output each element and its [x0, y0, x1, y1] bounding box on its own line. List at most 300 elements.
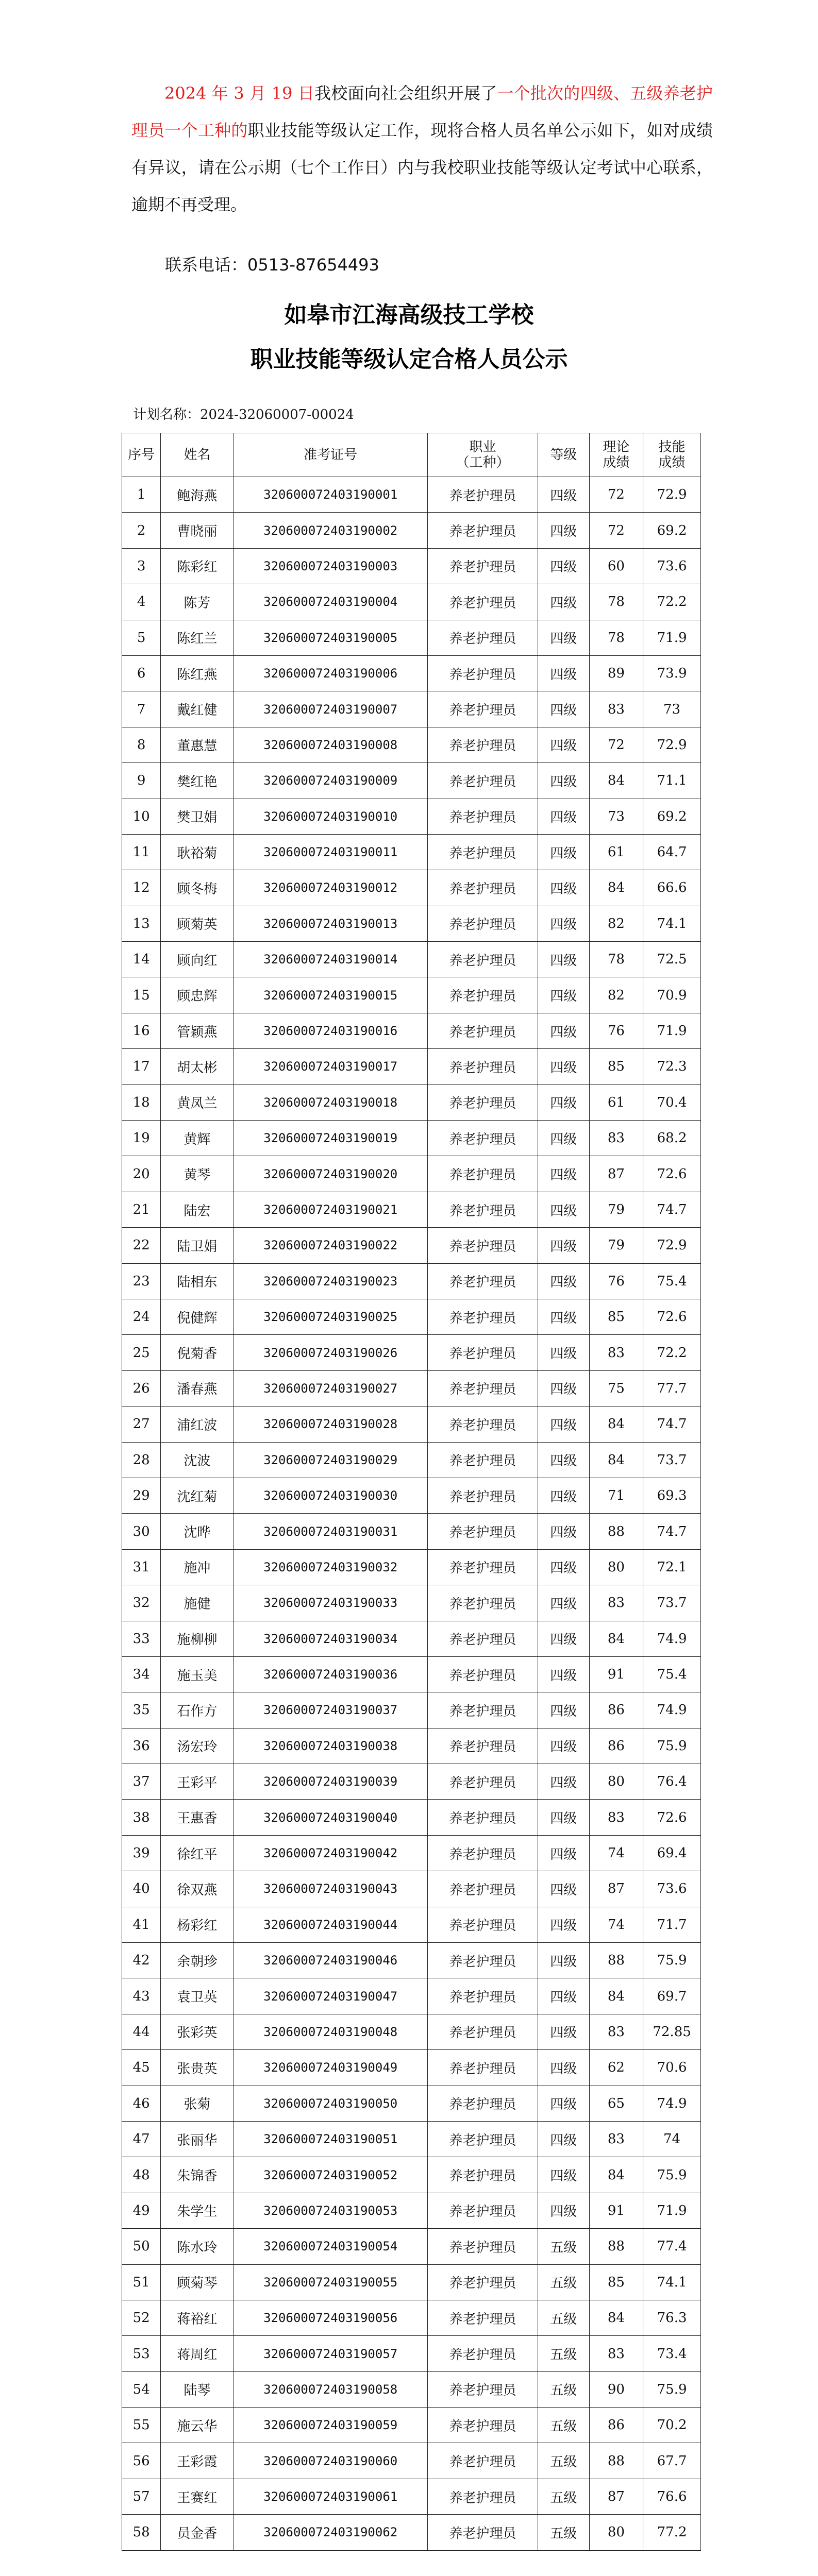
- cell-name: 施冲: [161, 1549, 233, 1585]
- cell-exam-no: 320600072403190040: [233, 1800, 428, 1835]
- plan-label: 计划名称：: [133, 407, 201, 422]
- cell-skill-score: 69.3: [643, 1478, 701, 1513]
- cell-occupation: 养老护理员: [428, 1764, 538, 1800]
- cell-occupation: 养老护理员: [428, 1084, 538, 1120]
- cell-seq: 9: [122, 763, 161, 799]
- cell-level: 四级: [538, 1192, 589, 1227]
- cell-theory-score: 83: [589, 691, 643, 727]
- cell-skill-score: 72.2: [643, 584, 701, 620]
- table-row: [122, 2193, 701, 2228]
- cell-skill-score: 72.85: [643, 2014, 701, 2049]
- table-row: [122, 2264, 701, 2300]
- cell-name: 蒋周红: [161, 2336, 233, 2371]
- cell-exam-no: 320600072403190025: [233, 1299, 428, 1334]
- cell-exam-no: 320600072403190055: [233, 2264, 428, 2300]
- cell-occupation: 养老护理员: [428, 2264, 538, 2300]
- cell-occupation: 养老护理员: [428, 2014, 538, 2049]
- cell-skill-score: 74.1: [643, 906, 701, 941]
- table-row: [122, 1370, 701, 1406]
- cell-theory-score: 84: [589, 1406, 643, 1442]
- cell-theory-score: 60: [589, 548, 643, 584]
- table-row: [122, 2157, 701, 2193]
- cell-seq: 51: [122, 2264, 161, 2300]
- cell-level: 四级: [538, 1978, 589, 2014]
- cell-theory-score: 83: [589, 1800, 643, 1835]
- cell-name: 施玉美: [161, 1656, 233, 1692]
- cell-theory-score: 76: [589, 1013, 643, 1048]
- cell-seq: 40: [122, 1871, 161, 1907]
- cell-occupation: 养老护理员: [428, 1263, 538, 1299]
- cell-name: 徐双燕: [161, 1871, 233, 1907]
- table-row: [122, 2479, 701, 2514]
- cell-name: 浦红波: [161, 1406, 233, 1442]
- cell-exam-no: 320600072403190022: [233, 1228, 428, 1263]
- table-row: [122, 906, 701, 941]
- table-row: [122, 584, 701, 620]
- cell-seq: 25: [122, 1335, 161, 1370]
- notice-date: 2024 年 3 月 19 日: [164, 83, 315, 103]
- cell-level: 四级: [538, 1013, 589, 1048]
- table-row: [122, 1514, 701, 1549]
- cell-skill-score: 73.9: [643, 655, 701, 691]
- table-row: [122, 1621, 701, 1656]
- cell-skill-score: 72.5: [643, 942, 701, 977]
- cell-seq: 24: [122, 1299, 161, 1334]
- cell-name: 陈红兰: [161, 620, 233, 655]
- cell-name: 鲍海燕: [161, 477, 233, 513]
- cell-seq: 13: [122, 906, 161, 941]
- cell-exam-no: 320600072403190029: [233, 1442, 428, 1478]
- header-occupation-line1: 职业: [469, 439, 496, 455]
- cell-name: 陈芳: [161, 584, 233, 620]
- cell-theory-score: 89: [589, 655, 643, 691]
- cell-skill-score: 74.9: [643, 1621, 701, 1656]
- cell-exam-no: 320600072403190021: [233, 1192, 428, 1227]
- cell-occupation: 养老护理员: [428, 1478, 538, 1513]
- cell-skill-score: 74.9: [643, 1692, 701, 1728]
- cell-skill-score: 72.2: [643, 1335, 701, 1370]
- cell-skill-score: 70.9: [643, 977, 701, 1013]
- cell-exam-no: 320600072403190038: [233, 1728, 428, 1764]
- cell-skill-score: 72.9: [643, 727, 701, 762]
- cell-name: 陆相东: [161, 1263, 233, 1299]
- contact-label: 联系电话：: [165, 255, 248, 275]
- cell-level: 四级: [538, 1084, 589, 1120]
- cell-occupation: 养老护理员: [428, 2408, 538, 2443]
- cell-theory-score: 78: [589, 584, 643, 620]
- cell-theory-score: 79: [589, 1228, 643, 1263]
- cell-name: 黄琴: [161, 1156, 233, 1192]
- cell-seq: 41: [122, 1907, 161, 1942]
- table-row: [122, 1943, 701, 1978]
- cell-exam-no: 320600072403190023: [233, 1263, 428, 1299]
- cell-occupation: 养老护理员: [428, 2050, 538, 2086]
- cell-occupation: 养老护理员: [428, 620, 538, 655]
- cell-exam-no: 320600072403190019: [233, 1121, 428, 1156]
- cell-skill-score: 73.6: [643, 1871, 701, 1907]
- cell-level: 五级: [538, 2479, 589, 2514]
- cell-name: 倪健辉: [161, 1299, 233, 1334]
- cell-theory-score: 78: [589, 620, 643, 655]
- cell-name: 沈红菊: [161, 1478, 233, 1513]
- cell-theory-score: 61: [589, 1084, 643, 1120]
- table-row: [122, 834, 701, 870]
- cell-theory-score: 87: [589, 1871, 643, 1907]
- cell-seq: 52: [122, 2300, 161, 2335]
- cell-seq: 18: [122, 1084, 161, 1120]
- cell-name: 徐红平: [161, 1835, 233, 1871]
- table-row: [122, 1764, 701, 1800]
- cell-level: 四级: [538, 1871, 589, 1907]
- cell-name: 朱学生: [161, 2193, 233, 2228]
- cell-theory-score: 88: [589, 2443, 643, 2479]
- table-row: [122, 1335, 701, 1370]
- cell-skill-score: 72.9: [643, 477, 701, 513]
- cell-exam-no: 320600072403190034: [233, 1621, 428, 1656]
- cell-level: 五级: [538, 2336, 589, 2371]
- cell-name: 张贵英: [161, 2050, 233, 2086]
- cell-theory-score: 71: [589, 1478, 643, 1513]
- cell-theory-score: 86: [589, 1728, 643, 1764]
- cell-seq: 54: [122, 2371, 161, 2407]
- cell-level: 四级: [538, 1764, 589, 1800]
- cell-skill-score: 76.6: [643, 2479, 701, 2514]
- cell-theory-score: 84: [589, 2300, 643, 2335]
- cell-occupation: 养老护理员: [428, 1621, 538, 1656]
- cell-name: 樊红艳: [161, 763, 233, 799]
- cell-skill-score: 71.7: [643, 1907, 701, 1942]
- table-row: [122, 799, 701, 834]
- cell-occupation: 养老护理员: [428, 1049, 538, 1084]
- cell-name: 潘春燕: [161, 1370, 233, 1406]
- cell-occupation: 养老护理员: [428, 1549, 538, 1585]
- cell-level: 四级: [538, 477, 589, 513]
- cell-occupation: 养老护理员: [428, 1656, 538, 1692]
- cell-occupation: 养老护理员: [428, 1585, 538, 1621]
- cell-exam-no: 320600072403190026: [233, 1335, 428, 1370]
- cell-skill-score: 77.7: [643, 1370, 701, 1406]
- cell-exam-no: 320600072403190020: [233, 1156, 428, 1192]
- cell-seq: 23: [122, 1263, 161, 1299]
- table-row: [122, 2300, 701, 2335]
- table-row: [122, 2336, 701, 2371]
- cell-level: 四级: [538, 1406, 589, 1442]
- cell-exam-no: 320600072403190031: [233, 1514, 428, 1549]
- cell-occupation: 养老护理员: [428, 513, 538, 548]
- table-row: [122, 691, 701, 727]
- cell-skill-score: 75.9: [643, 1943, 701, 1978]
- cell-exam-no: 320600072403190053: [233, 2193, 428, 2228]
- cell-level: 四级: [538, 655, 589, 691]
- cell-level: 五级: [538, 2371, 589, 2407]
- cell-occupation: 养老护理员: [428, 1192, 538, 1227]
- table-row: [122, 1406, 701, 1442]
- cell-theory-score: 78: [589, 942, 643, 977]
- cell-exam-no: 320600072403190032: [233, 1549, 428, 1585]
- cell-name: 曹晓丽: [161, 513, 233, 548]
- cell-level: 四级: [538, 1835, 589, 1871]
- cell-exam-no: 320600072403190015: [233, 977, 428, 1013]
- cell-name: 王惠香: [161, 1800, 233, 1835]
- cell-occupation: 养老护理员: [428, 1978, 538, 2014]
- cell-level: 四级: [538, 1728, 589, 1764]
- cell-exam-no: 320600072403190037: [233, 1692, 428, 1728]
- cell-theory-score: 83: [589, 1121, 643, 1156]
- cell-theory-score: 85: [589, 1049, 643, 1084]
- cell-exam-no: 320600072403190006: [233, 655, 428, 691]
- cell-seq: 45: [122, 2050, 161, 2086]
- table-row: [122, 2014, 701, 2049]
- table-row: [122, 763, 701, 799]
- cell-occupation: 养老护理员: [428, 1442, 538, 1478]
- cell-name: 陆卫娟: [161, 1228, 233, 1263]
- cell-theory-score: 91: [589, 2193, 643, 2228]
- cell-occupation: 养老护理员: [428, 2336, 538, 2371]
- cell-exam-no: 320600072403190012: [233, 870, 428, 906]
- cell-skill-score: 72.1: [643, 1549, 701, 1585]
- cell-level: 四级: [538, 1943, 589, 1978]
- cell-occupation: 养老护理员: [428, 834, 538, 870]
- cell-name: 石作方: [161, 1692, 233, 1728]
- cell-name: 沈晔: [161, 1514, 233, 1549]
- notice-paragraph: [131, 75, 713, 223]
- cell-occupation: 养老护理员: [428, 870, 538, 906]
- table-row: [122, 1835, 701, 1871]
- cell-occupation: 养老护理员: [428, 2371, 538, 2407]
- cell-level: 四级: [538, 1656, 589, 1692]
- header-theory-line1: 理论: [603, 439, 630, 455]
- cell-theory-score: 84: [589, 1621, 643, 1656]
- cell-occupation: 养老护理员: [428, 1943, 538, 1978]
- cell-exam-no: 320600072403190003: [233, 548, 428, 584]
- cell-name: 耿裕菊: [161, 834, 233, 870]
- cell-skill-score: 69.4: [643, 1835, 701, 1871]
- cell-theory-score: 61: [589, 834, 643, 870]
- cell-occupation: 养老护理员: [428, 1728, 538, 1764]
- cell-exam-no: 320600072403190005: [233, 620, 428, 655]
- cell-skill-score: 73.7: [643, 1442, 701, 1478]
- cell-exam-no: 320600072403190062: [233, 2515, 428, 2550]
- cell-level: 四级: [538, 1156, 589, 1192]
- cell-name: 张丽华: [161, 2121, 233, 2157]
- cell-theory-score: 80: [589, 2515, 643, 2550]
- cell-seq: 27: [122, 1406, 161, 1442]
- cell-exam-no: 320600072403190047: [233, 1978, 428, 2014]
- cell-name: 蒋裕红: [161, 2300, 233, 2335]
- cell-skill-score: 74.7: [643, 1514, 701, 1549]
- cell-name: 施云华: [161, 2408, 233, 2443]
- cell-theory-score: 80: [589, 1764, 643, 1800]
- cell-seq: 42: [122, 1943, 161, 1978]
- cell-theory-score: 88: [589, 2229, 643, 2264]
- cell-name: 黄辉: [161, 1121, 233, 1156]
- cell-skill-score: 69.2: [643, 799, 701, 834]
- cell-level: 四级: [538, 1549, 589, 1585]
- table-row: [122, 1049, 701, 1084]
- cell-seq: 20: [122, 1156, 161, 1192]
- notice-highlight: 一个批次的四级、五级养老护理员一个工种的: [131, 83, 713, 140]
- cell-level: 五级: [538, 2408, 589, 2443]
- cell-seq: 38: [122, 1800, 161, 1835]
- cell-skill-score: 76.3: [643, 2300, 701, 2335]
- cell-occupation: 养老护理员: [428, 1835, 538, 1871]
- header-name: 姓名: [161, 433, 233, 477]
- cell-occupation: 养老护理员: [428, 2479, 538, 2514]
- cell-name: 员金香: [161, 2515, 233, 2550]
- cell-seq: 33: [122, 1621, 161, 1656]
- cell-theory-score: 84: [589, 1978, 643, 2014]
- cell-level: 四级: [538, 1228, 589, 1263]
- cell-seq: 21: [122, 1192, 161, 1227]
- plan-name: [133, 406, 354, 423]
- cell-name: 陈彩红: [161, 548, 233, 584]
- cell-seq: 31: [122, 1549, 161, 1585]
- cell-theory-score: 87: [589, 1156, 643, 1192]
- cell-skill-score: 73.7: [643, 1585, 701, 1621]
- cell-theory-score: 75: [589, 1370, 643, 1406]
- header-occupation-line2: （工种）: [456, 455, 510, 470]
- cell-level: 四级: [538, 2050, 589, 2086]
- cell-skill-score: 70.4: [643, 1084, 701, 1120]
- cell-skill-score: 73.6: [643, 548, 701, 584]
- cell-name: 袁卫英: [161, 1978, 233, 2014]
- cell-occupation: 养老护理员: [428, 942, 538, 977]
- table-row: [122, 1549, 701, 1585]
- cell-level: 四级: [538, 1800, 589, 1835]
- cell-theory-score: 84: [589, 1442, 643, 1478]
- cell-seq: 5: [122, 620, 161, 655]
- cell-exam-no: 320600072403190011: [233, 834, 428, 870]
- table-row: [122, 548, 701, 584]
- cell-level: 四级: [538, 1263, 589, 1299]
- cell-name: 王赛红: [161, 2479, 233, 2514]
- cell-theory-score: 87: [589, 2479, 643, 2514]
- cell-seq: 44: [122, 2014, 161, 2049]
- cell-skill-score: 71.9: [643, 1013, 701, 1048]
- cell-exam-no: 320600072403190036: [233, 1656, 428, 1692]
- cell-theory-score: 88: [589, 1943, 643, 1978]
- cell-occupation: 养老护理员: [428, 1299, 538, 1334]
- cell-level: 四级: [538, 2121, 589, 2157]
- cell-skill-score: 75.4: [643, 1656, 701, 1692]
- table-header-row: [122, 433, 701, 477]
- cell-seq: 36: [122, 1728, 161, 1764]
- header-skill-line1: 技能: [658, 439, 686, 455]
- cell-name: 戴红健: [161, 691, 233, 727]
- table-row: [122, 1656, 701, 1692]
- cell-occupation: 养老护理员: [428, 1514, 538, 1549]
- cell-theory-score: 84: [589, 2157, 643, 2193]
- cell-exam-no: 320600072403190002: [233, 513, 428, 548]
- cell-seq: 29: [122, 1478, 161, 1513]
- cell-seq: 7: [122, 691, 161, 727]
- cell-seq: 53: [122, 2336, 161, 2371]
- cell-level: 四级: [538, 942, 589, 977]
- cell-name: 管颖燕: [161, 1013, 233, 1048]
- table-body: [122, 477, 701, 2551]
- cell-occupation: 养老护理员: [428, 1013, 538, 1048]
- header-skill: [643, 433, 701, 477]
- header-theory-line2: 成绩: [603, 455, 630, 470]
- cell-theory-score: 72: [589, 727, 643, 762]
- cell-name: 张彩英: [161, 2014, 233, 2049]
- cell-exam-no: 320600072403190046: [233, 1943, 428, 1978]
- cell-level: 四级: [538, 2014, 589, 2049]
- cell-exam-no: 320600072403190051: [233, 2121, 428, 2157]
- cell-seq: 28: [122, 1442, 161, 1478]
- table-row: [122, 2050, 701, 2086]
- cell-skill-score: 73.4: [643, 2336, 701, 2371]
- cell-level: 四级: [538, 1514, 589, 1549]
- cell-exam-no: 320600072403190028: [233, 1406, 428, 1442]
- cell-skill-score: 71.9: [643, 2193, 701, 2228]
- cell-theory-score: 62: [589, 2050, 643, 2086]
- cell-name: 施健: [161, 1585, 233, 1621]
- table-row: [122, 1907, 701, 1942]
- cell-theory-score: 84: [589, 870, 643, 906]
- cell-level: 五级: [538, 2443, 589, 2479]
- cell-name: 顾向红: [161, 942, 233, 977]
- cell-seq: 22: [122, 1228, 161, 1263]
- cell-level: 四级: [538, 799, 589, 834]
- table-row: [122, 2443, 701, 2479]
- cell-level: 四级: [538, 870, 589, 906]
- header-seq: 序号: [122, 433, 161, 477]
- cell-name: 黄凤兰: [161, 1084, 233, 1120]
- cell-occupation: 养老护理员: [428, 1335, 538, 1370]
- cell-occupation: 养老护理员: [428, 1871, 538, 1907]
- cell-name: 汤宏玲: [161, 1728, 233, 1764]
- table-row: [122, 1728, 701, 1764]
- cell-seq: 2: [122, 513, 161, 548]
- table-row: [122, 1121, 701, 1156]
- cell-level: 四级: [538, 1692, 589, 1728]
- table-row: [122, 2121, 701, 2157]
- cell-name: 樊卫娟: [161, 799, 233, 834]
- table-row: [122, 942, 701, 977]
- cell-level: 五级: [538, 2300, 589, 2335]
- cell-exam-no: 320600072403190001: [233, 477, 428, 513]
- cell-exam-no: 320600072403190054: [233, 2229, 428, 2264]
- cell-skill-score: 64.7: [643, 834, 701, 870]
- cell-skill-score: 75.9: [643, 2371, 701, 2407]
- cell-name: 王彩平: [161, 1764, 233, 1800]
- cell-skill-score: 72.6: [643, 1156, 701, 1192]
- cell-skill-score: 76.4: [643, 1764, 701, 1800]
- cell-exam-no: 320600072403190048: [233, 2014, 428, 2049]
- cell-skill-score: 69.7: [643, 1978, 701, 2014]
- cell-occupation: 养老护理员: [428, 763, 538, 799]
- cell-skill-score: 67.7: [643, 2443, 701, 2479]
- cell-name: 陈水玲: [161, 2229, 233, 2264]
- cell-theory-score: 85: [589, 1299, 643, 1334]
- cell-occupation: 养老护理员: [428, 1156, 538, 1192]
- cell-occupation: 养老护理员: [428, 2515, 538, 2550]
- cell-skill-score: 74.1: [643, 2264, 701, 2300]
- cell-exam-no: 320600072403190039: [233, 1764, 428, 1800]
- cell-seq: 50: [122, 2229, 161, 2264]
- cell-theory-score: 79: [589, 1192, 643, 1227]
- cell-seq: 12: [122, 870, 161, 906]
- cell-occupation: 养老护理员: [428, 2121, 538, 2157]
- cell-occupation: 养老护理员: [428, 691, 538, 727]
- cell-level: 四级: [538, 1370, 589, 1406]
- cell-skill-score: 66.6: [643, 870, 701, 906]
- table-row: [122, 977, 701, 1013]
- cell-theory-score: 91: [589, 1656, 643, 1692]
- cell-level: 五级: [538, 2229, 589, 2264]
- cell-level: 四级: [538, 1442, 589, 1478]
